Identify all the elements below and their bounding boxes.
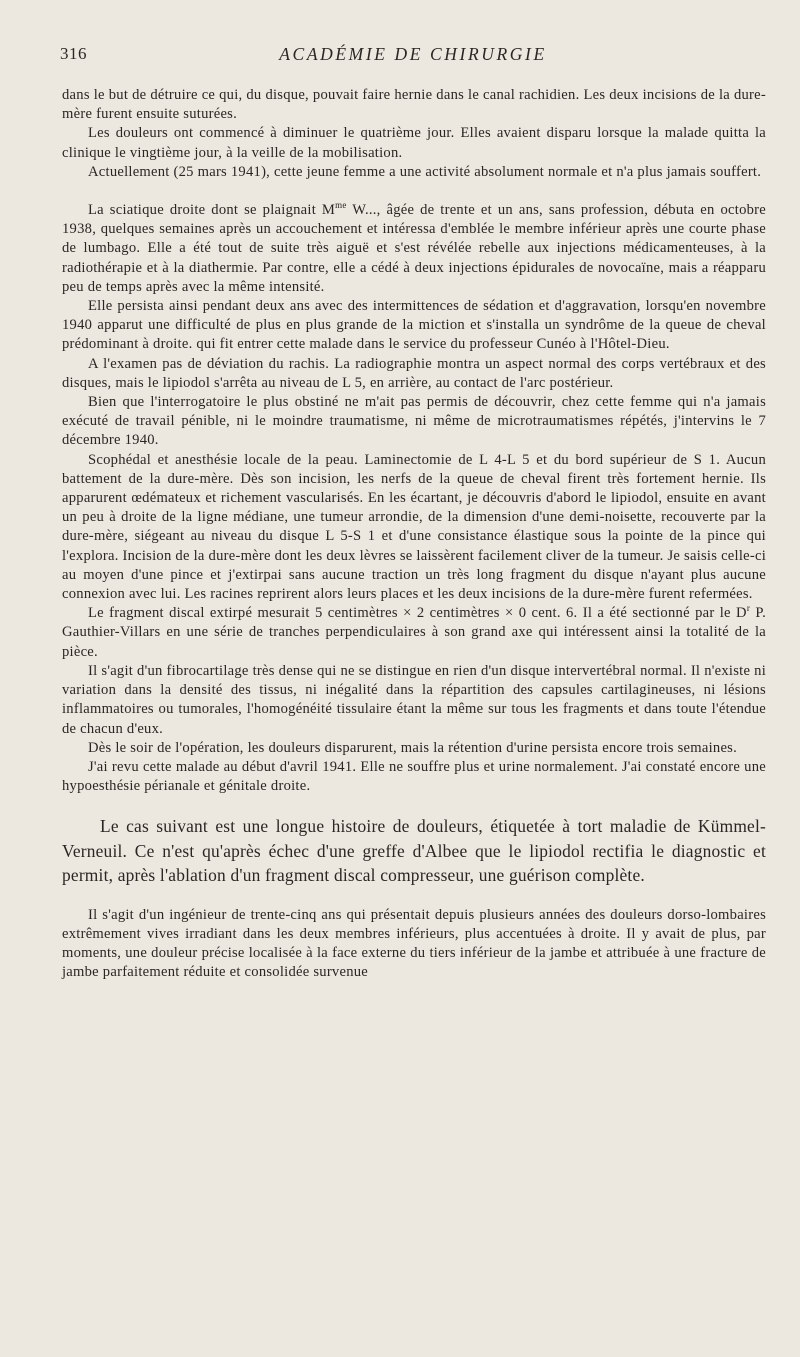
paragraph: Actuellement (25 mars 1941), cette jeune femme a une activité absolument normale et n'a plus jamais souffert. <box>88 163 762 180</box>
superscript: r <box>746 603 751 614</box>
text-run: P. Gauthier-Villars en une série de tranches perpendiculaires à son grand axe qui intéressent ainsi la totalité de la pièce. <box>62 605 766 660</box>
paragraph <box>62 201 766 297</box>
superscript: me <box>335 200 347 211</box>
case-report <box>62 906 766 983</box>
case-introduction <box>62 814 766 888</box>
text-run: W..., âgée de trente et un ans, sans profession, débuta en octobre 1938, quelques semaines après un accouchement et intéressa d'emblée le membre inférieur après une courte phase de lumbago. Elle a été tout de suite très aiguë et s'est révélée rebelle aux injections médicamenteuses, à la radiothérapie et à la diathermie. Par contre, elle a cédé à deux injections épidurales de novocaïne, mais a réapparu peu de temps après avec la même intensité. <box>62 202 766 295</box>
text-run: La sciatique droite dont se plaignait M <box>88 202 336 219</box>
paragraph: Scophédal et anesthésie locale de la peau. Laminectomie de L 4-L 5 et du bord supérieur de S 1. Aucun battement de la dure-mère. Dès son incision, les nerfs de la queue de cheval firent très fortement hernie. Ils apparurent œdémateux et richement vascularisés. En les écartant, je découvris d'abord le lipiodol, ensuite en avant un peu à droite de la ligne médiane, une tumeur arrondie, de la dimension d'une demi-noisette, recouverte par la dure-mère, siégeant au niveau du disque L 5-S 1 et d'une consistance élastique sous la pointe de la pince qui l'explora. Incision de la dure-mère dont les deux lèvres se laissèrent facilement cliver de la tumeur. Je saisis celle-ci au moyen d'une pince et j'extirpai sans aucune traction un très long fragment du disque n'ayant plus aucune connexion avec lui. Les racines reprirent alors leurs places et les deux incisions de la dure-mère furent refermées. <box>62 451 766 603</box>
paragraph: Il s'agit d'un fibrocartilage très dense qui ne se distingue en rien d'un disque intervertébral normal. Il n'existe ni variation dans la densité des tissus, ni inégalité dans la répartition des capsules cartilagineuses, ni lésions inflammatoires ou tumorales, l'homogénéité tissulaire étant la même sur tous les fragments et dans toute l'étendue de chacun d'eux. <box>62 662 766 737</box>
case-report <box>62 201 766 796</box>
section-continuation <box>62 86 766 182</box>
page-number: 316 <box>60 44 87 63</box>
paragraph: Il s'agit d'un ingénieur de trente-cinq ans qui présentait depuis plusieurs années des douleurs dorso-lombaires extrêmement vives irradiant dans les deux membres inférieurs, plus accentuées à droite. Il y avait de plus, par moments, une douleur précise localisée à la face externe du tiers inférieur de la jambe et attribuée à une fracture de jambe parfaitement réduite et consolidée survenue <box>62 906 766 981</box>
paragraph: A l'examen pas de déviation du rachis. La radiographie montra un aspect normal des corps vertébraux et des disques, mais le lipiodol s'arrêta au niveau de L 5, en arrière, au contact de l'arc postérieur. <box>62 355 766 391</box>
body-text <box>62 86 766 983</box>
paragraph: J'ai revu cette malade au début d'avril 1941. Elle ne souffre plus et urine normalement. J'ai constaté encore une hypoesthésie périanale et génitale droite. <box>62 758 766 795</box>
running-head: ACADÉMIE DE CHIRURGIE <box>279 44 547 64</box>
paragraph <box>62 604 766 662</box>
page-header <box>60 44 766 68</box>
paragraph: Elle persista ainsi pendant deux ans avec des intermittences de sédation et d'aggravation, lorsqu'en novembre 1940 apparut une difficulté de plus en plus grande de la miction et s'installa un syndrôme de la queue de cheval prédominant à droite. qui fit entrer cette malade dans le service du professeur Cunéo à l'Hôtel-Dieu. <box>62 298 766 353</box>
text-run: Le fragment discal extirpé mesurait 5 centimètres × 2 centimètres × 0 cent. 6. Il a été sectionné par le D <box>88 605 747 622</box>
paragraph: Le cas suivant est une longue histoire de douleurs, étiquetée à tort maladie de Kümmel-Verneuil. Ce n'est qu'après échec d'une greffe d'Albee que le lipiodol rectifia le diagnostic et permit, après l'ablation d'un fragment discal compresseur, une guérison complète. <box>62 816 766 886</box>
paragraph: Les douleurs ont commencé à diminuer le quatrième jour. Elles avaient disparu lorsque la malade quitta la clinique le vingtième jour, à la veille de la mobilisation. <box>62 125 766 161</box>
paragraph: Bien que l'interrogatoire le plus obstiné ne m'ait pas permis de découvrir, chez cette femme qui n'a jamais exécuté de travail pénible, ni le moindre traumatisme, ni même de microtraumatismes répétés, j'intervins le 7 décembre 1940. <box>62 394 766 449</box>
paragraph: dans le but de détruire ce qui, du disque, pouvait faire hernie dans le canal rachidien. Les deux incisions de la dure-mère furent ensuite suturées. <box>62 87 766 123</box>
paragraph: Dès le soir de l'opération, les douleurs disparurent, mais la rétention d'urine persista encore trois semaines. <box>88 739 738 756</box>
